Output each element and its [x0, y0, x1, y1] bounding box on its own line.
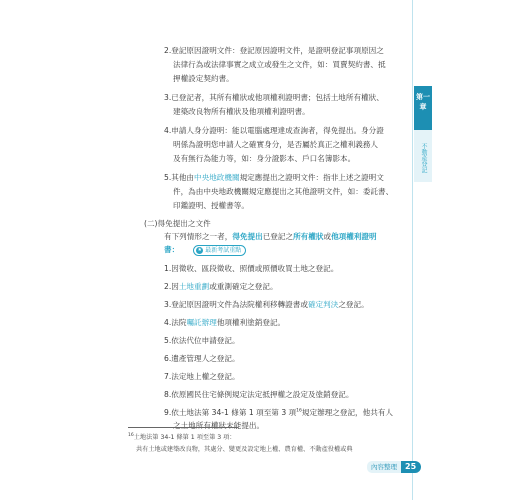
exempt-9-text-b: 規定辦理之登記，他共有人 — [301, 408, 394, 417]
exempt-2-text-b: 或重測確定之登記。 — [209, 282, 278, 291]
star-icon: ★ — [197, 246, 202, 253]
item-5-line-2: 件，為由中央地政機關規定應提出之其他證明文件，如：委託書、 — [173, 187, 394, 196]
exempt-item-9-line-2: 之土地所有權狀未能提出。 — [173, 421, 265, 430]
footnote-marker: 16 — [128, 432, 134, 438]
exempt-3-text-b: 之登記。 — [338, 300, 369, 309]
exempt-item-5: 5.依法代位申請登記。 — [164, 336, 240, 345]
exempt-item-9-line-1 — [164, 406, 393, 419]
intro-highlight-1: 得免提出 — [232, 232, 263, 241]
intro-text-c: 或 — [323, 232, 332, 241]
item-5-highlight: 中央地政機關 — [194, 173, 240, 182]
exempt-3-highlight: 確定判決 — [307, 300, 339, 309]
item-4-line-1: 4.申請人身分證明：能以電腦處理達成查詢者，得免提出。身分證 — [164, 126, 384, 135]
intro-highlight-3: 他項權利證明 — [331, 232, 377, 241]
exempt-4-text-b: 他項權利塗銷登記。 — [216, 318, 286, 327]
footnote-text-1: 土地法第 34-1 條第 1 項至第 3 項： — [133, 434, 236, 441]
item-5-text-b: 規定應提出之證明文件：指非上述之證明文 — [239, 173, 384, 182]
section-heading: (二)得免提出之文件 — [144, 219, 211, 228]
item-5-line-1 — [164, 171, 384, 184]
footnote-line-1 — [128, 433, 236, 442]
footnote-ref[interactable]: 16 — [296, 408, 302, 414]
exempt-item-4 — [164, 316, 285, 329]
exempt-3-text-a: 3.登記原因證明文件為法院權利移轉證書或 — [164, 300, 308, 309]
exam-focus-badge — [193, 245, 246, 256]
page-number: 25 — [401, 461, 421, 473]
exempt-2-text-a: 2.因 — [164, 282, 179, 291]
intro-highlight-2: 所有權狀 — [293, 232, 324, 241]
exempt-4-highlight: 囑託辦理 — [186, 318, 217, 327]
exempt-item-1: 1.因徵收、區段徵收、照價或照價收買土地之登記。 — [164, 264, 339, 273]
chapter-tab[interactable]: 第一章 — [414, 86, 432, 130]
exempt-item-8: 8.依原國民住宅條例規定法定抵押權之設定及塗銷登記。 — [164, 390, 354, 399]
exempt-item-6: 6.遺產管理人之登記。 — [164, 354, 240, 363]
item-4-line-3: 及有無行為能力等，如：身分證影本、戶口名簿影本。 — [173, 154, 356, 163]
exempt-4-text-a: 4.法院 — [164, 318, 187, 327]
item-5-line-3: 印鑑證明、授權書等。 — [173, 201, 249, 210]
item-4-line-2: 明係為證明您申請人之確實身分，是否屬於真正之權利義務人 — [173, 140, 379, 149]
intro-text-d: 書： — [164, 245, 180, 254]
chapter-title-tab[interactable]: 不動產登記 — [414, 130, 432, 182]
footnote-line-2: 共有土地或建築改良物，其處分、變更及設定地上權、農育權、不動產役權或典 — [136, 446, 353, 453]
intro-text-a: 有下列情形之一者， — [164, 232, 233, 241]
item-3-line-1: 3.已登記者，其所有權狀或他項權利證明書；包括土地所有權狀、 — [164, 93, 384, 102]
item-2-line-1: 2.登記原因證明文件：登記原因證明文件，是證明登記事項原因之 — [164, 46, 384, 55]
section-intro-line-1 — [164, 230, 377, 243]
item-2-line-3: 押權設定契約書。 — [173, 74, 234, 83]
exempt-9-text-a: 9.依土地法第 34-1 條第 1 項至第 3 項 — [164, 408, 297, 417]
content-summary-label: 內容整理 — [367, 461, 401, 473]
exempt-item-7: 7.法定地上權之登記。 — [164, 372, 240, 381]
footnote-divider — [128, 427, 238, 428]
exempt-2-highlight: 土地重劃 — [178, 282, 210, 291]
item-5-text-a: 5.其他由 — [164, 173, 195, 182]
section-intro-line-2 — [164, 243, 246, 256]
intro-text-b: 已登記之 — [262, 232, 294, 241]
exempt-item-2 — [164, 280, 278, 293]
page-footer — [367, 461, 421, 473]
badge-label: 最新考試重點 — [205, 246, 242, 254]
item-3-line-2: 建築改良物所有權狀及他項權利證明書。 — [173, 107, 310, 116]
side-tab-rule — [412, 0, 413, 500]
exempt-item-3 — [164, 298, 369, 311]
item-2-line-2: 法律行為或法律事實之成立或發生之文件，如：買賣契約書、抵 — [173, 60, 386, 69]
